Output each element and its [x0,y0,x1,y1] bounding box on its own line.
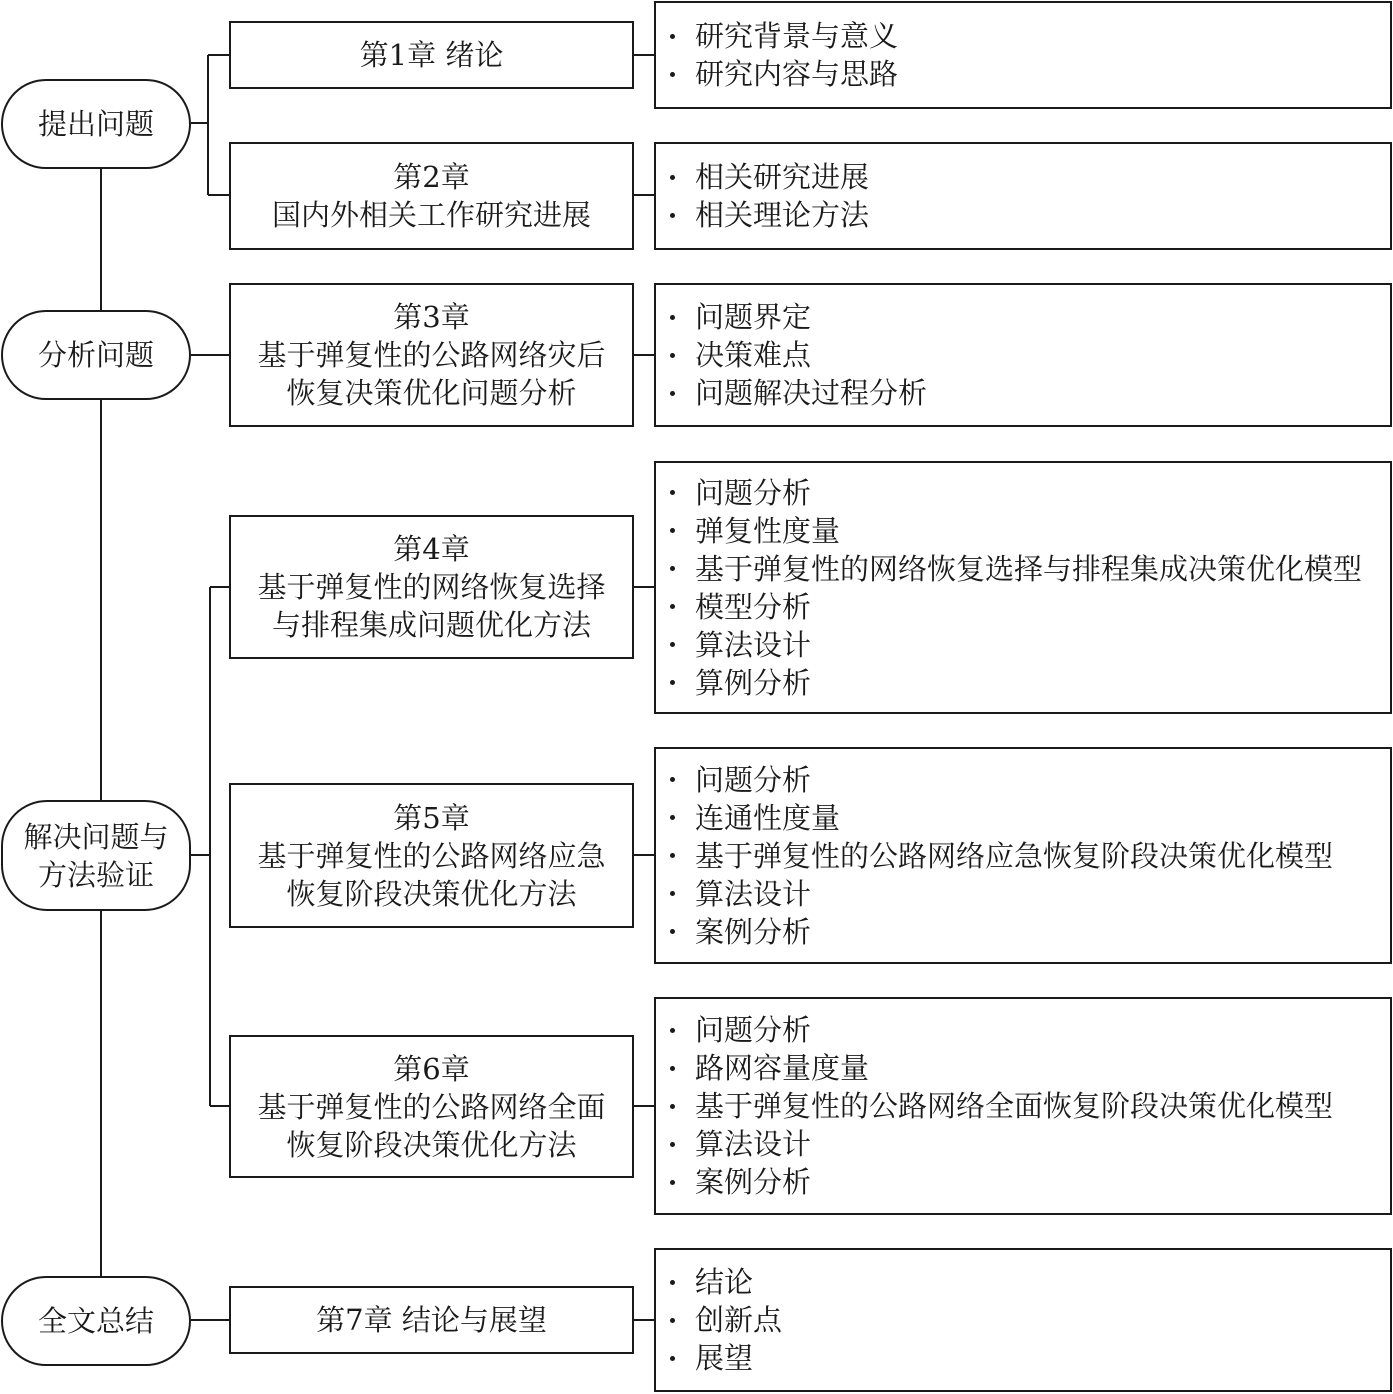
content-box-1 [654,1,1392,109]
list-item: 案例分析 [670,1163,1390,1201]
bullet-icon [670,528,675,533]
chapter-number: 第5章 [393,800,470,835]
bullet-icon [670,315,675,320]
bullet-icon [670,353,675,358]
list-item: 算例分析 [670,664,1390,702]
stage-label: 全文总结 [37,1304,154,1338]
list-item: 研究背景与意义 [670,17,1390,55]
list-item: 研究内容与思路 [670,55,1390,93]
bullet-icon [670,815,675,820]
chapter-box-7 [229,1286,634,1354]
list-item: 展望 [670,1339,1390,1377]
bullet-icon [670,1066,675,1071]
list-item: 连通性度量 [670,799,1390,837]
list-item: 算法设计 [670,875,1390,913]
bullet-icon [670,1142,675,1147]
bullet-icon [670,1356,675,1361]
chapter-box-6 [229,1035,634,1178]
list-item: 问题分析 [670,474,1390,512]
chapter-box-2 [229,142,634,250]
bullet-icon [670,929,675,934]
list-item: 问题界定 [670,298,1390,336]
bullet-icon [670,1180,675,1185]
list-item: 相关研究进展 [670,158,1390,196]
chapter-number: 第3章 [393,300,470,334]
chapter-title: 基于弹复性的网络恢复选择 [257,570,606,604]
list-item: 问题分析 [670,1011,1390,1049]
content-box-3 [654,283,1392,427]
chapter-title: 第7章 结论与展望 [316,1303,547,1337]
list-item: 基于弹复性的网络恢复选择与排程集成决策优化模型 [670,550,1390,588]
chapter-title: 恢复决策优化问题分析 [286,376,577,410]
chapter-title: 第1章 绪论 [359,38,504,72]
stage-node-solve-and-verify [1,800,191,911]
bullet-icon [670,1318,675,1323]
list-item: 问题解决过程分析 [670,374,1390,412]
bullet-icon [670,72,675,77]
chapter-title: 恢复阶段决策优化方法 [286,876,577,911]
list-item: 问题分析 [670,761,1390,799]
bullet-icon [670,391,675,396]
list-item: 基于弹复性的公路网络应急恢复阶段决策优化模型 [670,837,1390,875]
stage-node-summary [1,1276,191,1366]
list-item: 案例分析 [670,913,1390,951]
stage-node-raise-problem [1,79,191,169]
bullet-icon [670,604,675,609]
stage-node-analyze-problem [1,310,191,400]
list-item: 算法设计 [670,1125,1390,1163]
list-item: 基于弹复性的公路网络全面恢复阶段决策优化模型 [670,1087,1390,1125]
stage-label: 解决问题与 [23,819,169,854]
list-item: 结论 [670,1263,1390,1301]
bullet-icon [670,891,675,896]
content-box-5 [654,747,1392,964]
chapter-title: 基于弹复性的公路网络灾后 [257,338,606,372]
chapter-title: 基于弹复性的公路网络全面 [257,1089,606,1124]
chapter-box-3 [229,283,634,427]
stage-label: 提出问题 [37,107,154,141]
chapter-title: 基于弹复性的公路网络应急 [257,838,606,873]
list-item: 弹复性度量 [670,512,1390,550]
content-box-4 [654,461,1392,714]
chapter-box-5 [229,783,634,928]
bullet-icon [670,490,675,495]
list-item: 路网容量度量 [670,1049,1390,1087]
chapter-number: 第6章 [393,1051,470,1086]
bullet-icon [670,680,675,685]
bullet-icon [670,777,675,782]
bullet-icon [670,1028,675,1033]
chapter-number: 第4章 [393,532,470,566]
chapter-title: 国内外相关工作研究进展 [271,198,591,232]
bullet-icon [670,853,675,858]
content-box-6 [654,997,1392,1215]
stage-label: 分析问题 [37,338,154,372]
chapter-title: 恢复阶段决策优化方法 [286,1127,577,1162]
bullet-icon [670,566,675,571]
list-item: 创新点 [670,1301,1390,1339]
content-box-2 [654,142,1392,250]
bullet-icon [670,642,675,647]
content-box-7 [654,1248,1392,1392]
chapter-number: 第2章 [393,160,470,194]
list-item: 决策难点 [670,336,1390,374]
stage-label: 方法验证 [37,857,154,892]
chapter-box-4 [229,515,634,659]
bullet-icon [670,1280,675,1285]
bullet-icon [670,34,675,39]
list-item: 相关理论方法 [670,196,1390,234]
chapter-box-1 [229,21,634,89]
list-item: 算法设计 [670,626,1390,664]
chapter-title: 与排程集成问题优化方法 [271,608,591,642]
bullet-icon [670,175,675,180]
list-item: 模型分析 [670,588,1390,626]
bullet-icon [670,1104,675,1109]
bullet-icon [670,213,675,218]
